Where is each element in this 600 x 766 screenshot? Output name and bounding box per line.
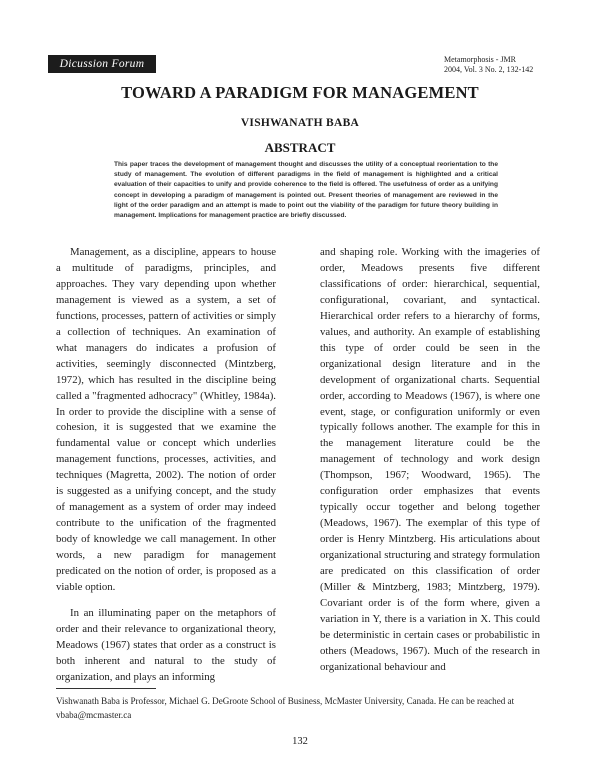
journal-name: Metamorphosis - JMR [444, 55, 516, 64]
body-column-left [56, 245, 276, 686]
page-number: 132 [292, 736, 308, 747]
author-name: VISHWANATH BABA [240, 117, 360, 129]
author-footnote: Vishwanath Baba is Professor, Michael G. DeGroote School of Business, McMaster University, Canada. He can be reached at vbaba@mcmaster.ca [56, 696, 515, 720]
paragraph: Management, as a discipline, appears to house a multitude of paradigms, principles, and approaches. They vary depending upon whether management is viewed as a system, a set of functions, processes, pattern of activities or simply a collection of techniques. An examination of what managers do indicates a profusion of activities, seemingly disconnected (Mintzberg, 1972), which has resulted in the discipline being called a "fragmented adhocracy" (Whitley, 1984a). In order to provide the discipline with a sense of cohesion, it is suggested that we examine the fundamental value or concept which underlies management functions, processes, activities, and techniques (Magretta, 2002). The notion of order is suggested as a unifying concept, and the study of management as a system of order may indeed contribute to the unification of the fragmented body of knowledge we call management. In other words, a new paradigm for management predicated on the notion of order, is proposed as a viable option. [56, 246, 276, 594]
body-column-right [320, 245, 540, 676]
paragraph: and shaping role. Working with the imageries of order, Meadows presents five different classifications of order: hierarchical, sequential, configurational, covariant, and syntactical. Hierarchical order refers to a hierarchy of forms, values, and authority. An example of establishing this type of order could be seen in the organizational design literature and in the development of organizational charts. Sequential order, according to Meadows (1967), is where one event, stage, or configuration uniformly or even typically follows another. The example for this in the management literature could be the management of technology and work design (Thompson, 1967; Woodward, 1965). The configuration order emphasizes that events typically occur together and belong together (Meadows, 1967). The exemplar of this type of order is Henry Mintzberg. His articulations about organizational structuring and strategy formulation are predicated on this classification of order (Miller & Mintzberg, 1983; Mintzberg, 1979). Covariant order is of the form where, given a variation in Y, there is a variation in X. This could be deterministic in certain cases or probabilistic in others (Meadows, 1967). Much of the research in organizational behaviour and [320, 246, 540, 673]
section-badge: Dicussion Forum [48, 55, 156, 73]
article-title: TOWARD A PARADIGM FOR MANAGEMENT [121, 83, 479, 102]
footnote-divider [56, 688, 156, 689]
abstract-heading: ABSTRACT [264, 140, 336, 155]
abstract-text: This paper traces the development of management thought and discusses the utility of a conceptual reorientation to the study of management. The evolution of different paradigms in the field of management is highlighted and a critical evaluation of their capacities to unify and provide coherence to the field is offered. The usefulness of order as a unifying concept in developing a paradigm of management is pointed out. Present theories of management are reviewed in the light of the order paradigm and an attempt is made to point out the viability of the paradigm for future theory building in management. Implications for management practice are briefly discussed. [114, 161, 498, 220]
journal-volume: 2004, Vol. 3 No. 2, 132-142 [444, 65, 534, 74]
journal-info [444, 55, 533, 75]
paragraph: In an illuminating paper on the metaphors of order and their relevance to organizational theory, Meadows (1967) states that order as a construct is both inherent and natural to the study of organization, and plays an informing [56, 606, 276, 683]
